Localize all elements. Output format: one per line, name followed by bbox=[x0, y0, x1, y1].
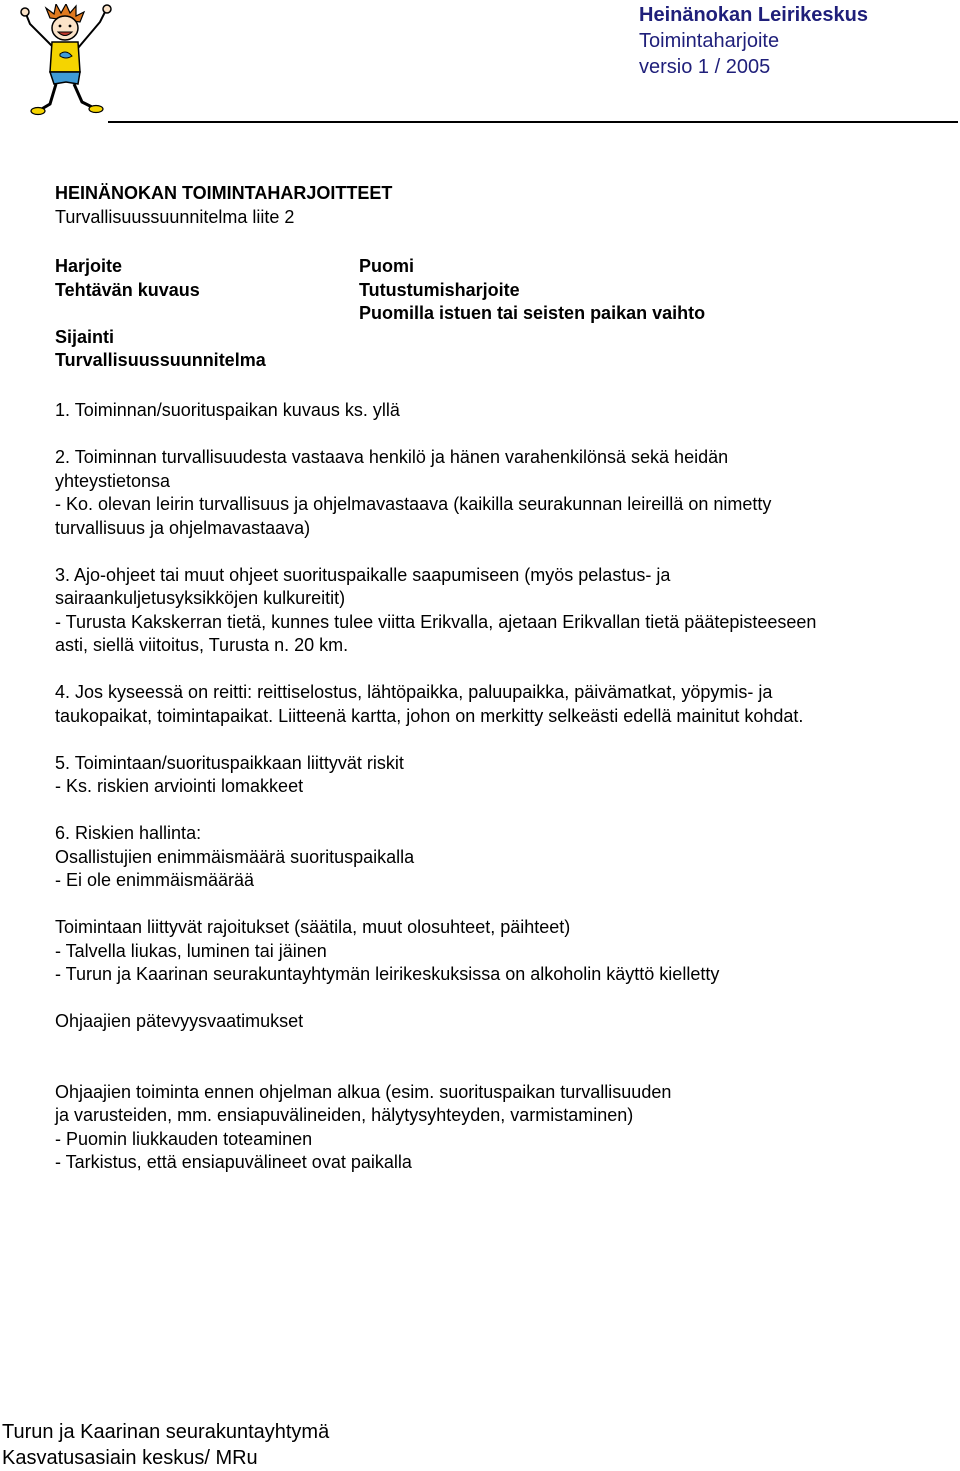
section-instructor-actions bbox=[55, 1081, 940, 1175]
document-title bbox=[55, 181, 392, 229]
section-3-line: - Turusta Kakskerran tietä, kunnes tulee viitta Erikvalla, ajetaan Erikvallan tietä päätepisteeseen bbox=[55, 611, 817, 632]
section-2-line: turvallisuus ja ohjelmavastaava) bbox=[55, 517, 311, 538]
section-1 bbox=[55, 399, 940, 423]
instructor-actions-line: - Puomin liukkauden toteaminen bbox=[55, 1128, 313, 1149]
title-main: HEINÄNOKAN TOIMINTAHARJOITTEET bbox=[55, 183, 393, 203]
label-sijainti: Sijainti bbox=[55, 326, 115, 347]
label-harjoite: Harjoite bbox=[55, 256, 123, 276]
instructor-actions-line: Ohjaajien toiminta ennen ohjelman alkua (esim. suorituspaikan turvallisuuden bbox=[55, 1081, 672, 1102]
section-5 bbox=[55, 752, 940, 799]
header-divider bbox=[108, 121, 958, 123]
value-harjoite: Puomi bbox=[359, 256, 415, 276]
header-org: Heinänokan Leirikeskus bbox=[639, 4, 868, 26]
section-6-line: 6. Riskien hallinta: bbox=[55, 823, 202, 843]
value-tehtava-2: Puomilla istuen tai seisten paikan vaihto bbox=[359, 303, 706, 323]
section-6-line: Osallistujien enimmäismäärä suorituspaikalla bbox=[55, 846, 415, 867]
section-6 bbox=[55, 822, 940, 893]
header-doc-type: Toimintaharjoite bbox=[639, 30, 780, 52]
page-footer bbox=[2, 1419, 329, 1471]
value-tehtava-1: Tutustumisharjoite bbox=[359, 279, 520, 300]
section-4 bbox=[55, 681, 940, 728]
header-version: versio 1 / 2005 bbox=[639, 56, 771, 78]
section-4-line: taukopaikat, toimintapaikat. Liitteenä kartta, johon on merkitty selkeästi edellä mainitut kohdat. bbox=[55, 705, 804, 726]
footer-line-1: Turun ja Kaarinan seurakuntayhtymä bbox=[2, 1421, 330, 1443]
instructor-actions-line: - Tarkistus, että ensiapuvälineet ovat paikalla bbox=[55, 1152, 412, 1172]
restrictions-line: Toimintaan liittyvät rajoitukset (säätila, muut olosuhteet, päihteet) bbox=[55, 917, 571, 937]
label-turvallisuussuunnitelma: Turvallisuussuunnitelma bbox=[55, 350, 266, 370]
section-6-line: - Ei ole enimmäismäärää bbox=[55, 870, 255, 890]
section-3-line: 3. Ajo-ohjeet tai muut ohjeet suorituspaikalle saapumiseen (myös pelastus- ja bbox=[55, 564, 671, 585]
section-2-line: - Ko. olevan leirin turvallisuus ja ohjelmavastaava (kaikilla seurakunnan leireillä on nimetty bbox=[55, 494, 772, 514]
label-tehtava: Tehtävän kuvaus bbox=[55, 279, 200, 300]
section-4-line: 4. Jos kyseessä on reitti: reittiselostus, lähtöpaikka, paluupaikka, päivämatkat, yöpymis- ja bbox=[55, 682, 773, 702]
section-3-line: asti, siellä viitoitus, Turusta n. 20 km. bbox=[55, 635, 349, 655]
section-2-line: 2. Toiminnan turvallisuudesta vastaava henkilö ja hänen varahenkilönsä sekä heidän bbox=[55, 447, 729, 467]
section-2-line: yhteystietonsa bbox=[55, 470, 171, 491]
footer-line-2: Kasvatusasiain keskus/ MRu bbox=[2, 1447, 258, 1469]
field-values bbox=[359, 255, 705, 326]
page-header bbox=[639, 2, 868, 80]
section-5-line: - Ks. riskien arviointi lomakkeet bbox=[55, 776, 304, 796]
section-3-line: sairaankuljetusyksikköjen kulkureitit) bbox=[55, 588, 346, 608]
restrictions-line: - Talvella liukas, luminen tai jäinen bbox=[55, 940, 327, 961]
section-1-line: 1. Toiminnan/suorituspaikan kuvaus ks. yllä bbox=[55, 400, 400, 420]
cheering-figure-icon bbox=[16, 4, 116, 118]
instructor-actions-line: ja varusteiden, mm. ensiapuvälineiden, hälytysyhteyden, varmistaminen) bbox=[55, 1105, 634, 1125]
title-sub: Turvallisuussuunnitelma liite 2 bbox=[55, 207, 295, 227]
section-3 bbox=[55, 564, 940, 658]
section-restrictions bbox=[55, 916, 940, 987]
section-2 bbox=[55, 446, 940, 540]
section-qualifications bbox=[55, 1010, 940, 1034]
restrictions-line: - Turun ja Kaarinan seurakuntayhtymän leirikeskuksissa on alkoholin käyttö kielletty bbox=[55, 964, 720, 984]
field-labels bbox=[55, 255, 266, 373]
section-5-line: 5. Toimintaan/suorituspaikkaan liittyvät riskit bbox=[55, 752, 404, 773]
qualifications-line: Ohjaajien pätevyysvaatimukset bbox=[55, 1011, 304, 1031]
document-body bbox=[55, 399, 940, 1198]
